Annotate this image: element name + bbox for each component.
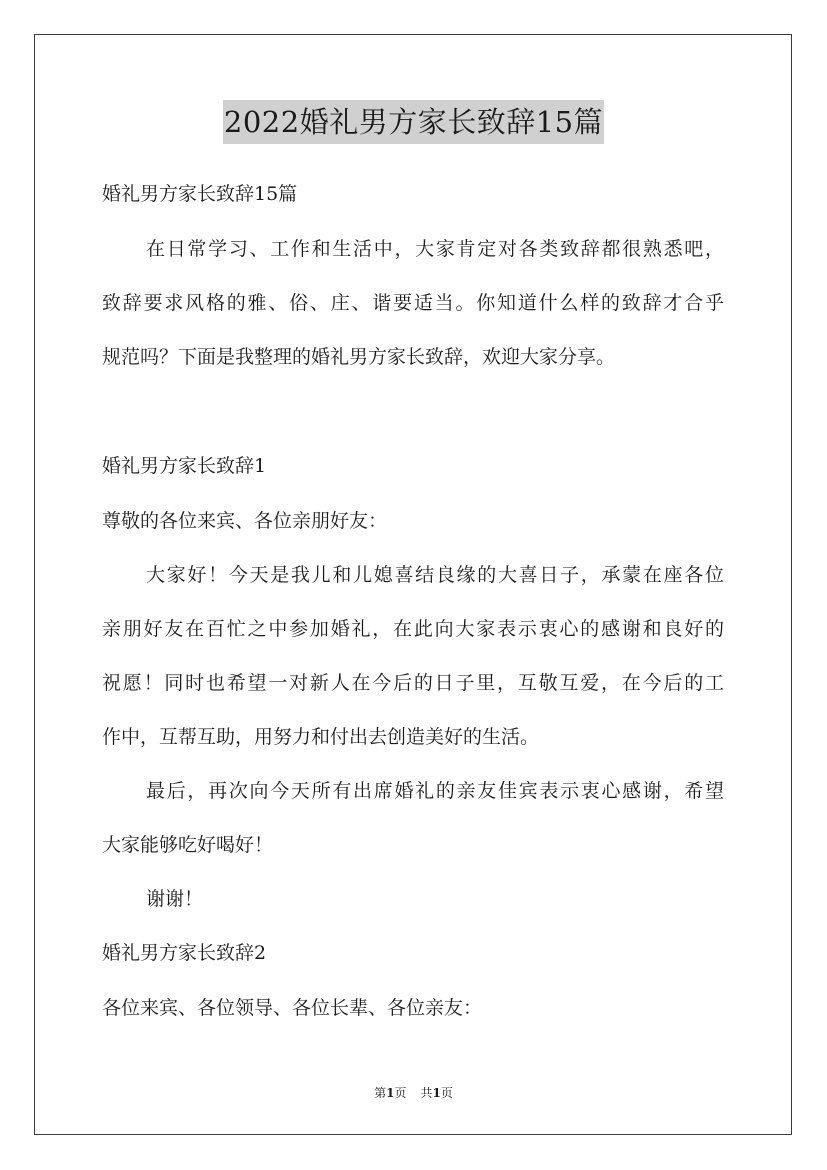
body-line: 大家好！今天是我儿和儿媳喜结良缘的大喜日子，承蒙在座各位 (146, 564, 724, 586)
closing-text: 谢谢！ (146, 888, 204, 910)
section-heading-1: 婚礼男方家长致辞1 (102, 455, 267, 477)
page-footer: 第1页 共1页 (374, 1086, 453, 1100)
body-line: 祝愿！同时也希望一对新人在今后的日子里，互敬互爱，在今后的工 (102, 672, 724, 694)
intro-line: 在日常学习、工作和生活中，大家肯定对各类致辞都很熟悉吧， (146, 238, 724, 260)
body-line: 最后，再次向今天所有出席婚礼的亲友佳宾表示衷心感谢，希望 (146, 780, 724, 802)
document-title: 2022婚礼男方家长致辞15篇 (0, 100, 827, 144)
section-heading-2: 婚礼男方家长致辞2 (102, 942, 267, 964)
body-line: 大家能够吃好喝好！ (102, 834, 274, 856)
salutation-1: 尊敬的各位来宾、各位亲朋好友： (102, 510, 388, 532)
intro-line: 规范吗？下面是我整理的婚礼男方家长致辞，欢迎大家分享。 (102, 346, 616, 368)
salutation-2: 各位来宾、各位领导、各位长辈、各位亲友： (102, 997, 483, 1019)
body-line: 亲朋好友在百忙之中参加婚礼，在此向大家表示衷心的感谢和良好的 (102, 618, 724, 640)
intro-line: 致辞要求风格的雅、俗、庄、谐要适当。你知道什么样的致辞才合乎 (102, 292, 724, 314)
document-subtitle: 婚礼男方家长致辞15篇 (102, 183, 298, 205)
body-line: 作中，互帮互助，用努力和付出去创造美好的生活。 (102, 726, 540, 748)
